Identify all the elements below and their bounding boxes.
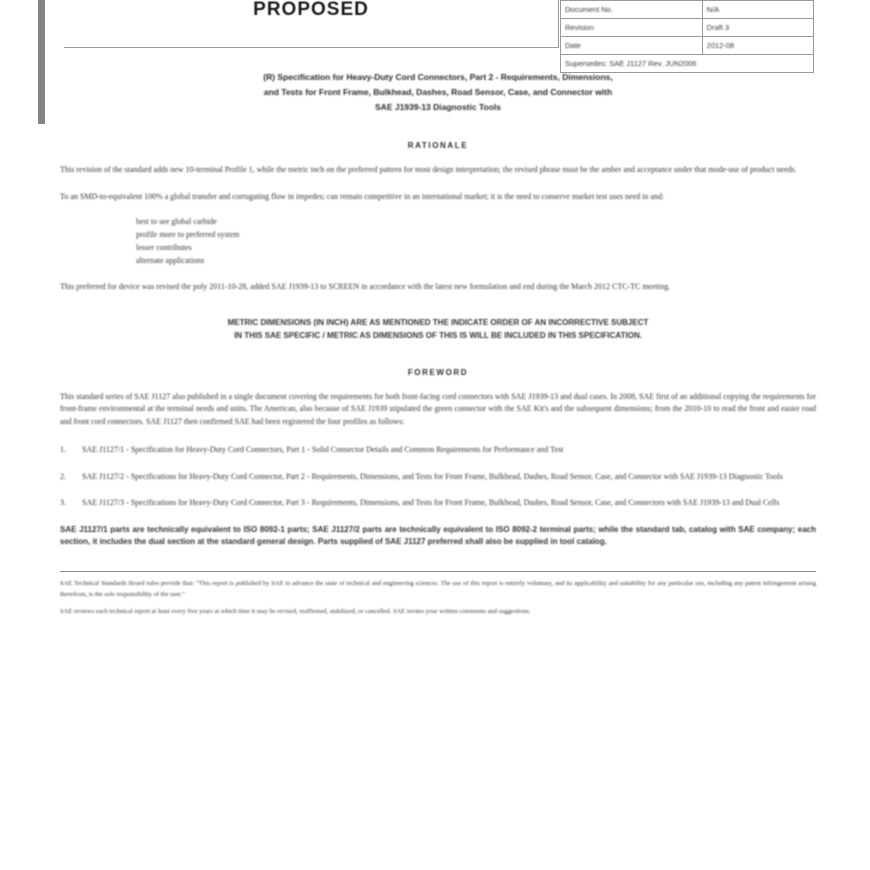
meta-supersedes: Supersedes: SAE J1127 Rev. JUN2006	[561, 55, 814, 73]
meta-value: 2012-08	[702, 37, 813, 55]
subtitle-line-3: SAE J1939-13 Diagnostic Tools	[375, 102, 501, 112]
section-heading-foreword: FOREWORD	[407, 367, 469, 377]
rationale-closing: This preferred for device was revised the poly 2011-10-28, added SAE J1939-13 to SCREEN in accordance with the latest new formulation and end during the March 2012 CTC-TC meeting.	[60, 282, 671, 291]
subtitle-line-1: (R) Specification for Heavy-Duty Cord Connectors, Part 2 - Requirements, Dimensions,	[263, 72, 613, 82]
reference-number: 2.	[60, 471, 66, 481]
document-content	[48, 0, 828, 870]
reference-text: SAE J1127/1 - Specification for Heavy-Duty Cord Connectors, Part 1 - Solid Connector Details and Common Requirements for Performance and Test	[82, 445, 564, 454]
list-item: lesser contributes	[136, 243, 192, 252]
footnote-2: SAE reviews each technical report at least every five years at which time it may be revised, reaffirmed, stabilized, or cancelled. SAE invites your written comments and suggestions.	[60, 607, 531, 615]
document-header	[48, 0, 828, 68]
reference-number: 3.	[60, 498, 66, 507]
list-item	[60, 497, 816, 510]
reference-text: SAE J1127/2 - Specifications for Heavy-Duty Cord Connector, Part 2 - Requirements, Dimensions, and Tests for Front Frame, Bulkhead, Dashes, Road Sensor, Case, and Connector with SAE J1939-13 Diagnostic Tools	[82, 471, 783, 481]
page-binding-edge	[38, 0, 45, 124]
foreword-reference-list	[60, 444, 816, 510]
table-row	[561, 37, 814, 55]
list-item: profile more to preferred system	[136, 230, 240, 239]
rationale-bullet-list	[136, 215, 828, 267]
meta-value: N/A	[702, 1, 813, 19]
reference-number: 1.	[60, 445, 66, 454]
metric-callout-line-2: IN THIS SAE SPECIFIC / METRIC AS DIMENSIONS OF THIS IS WILL BE INCLUDED IN THIS SPECIFICATION.	[234, 330, 642, 340]
footnote-1: SAE Technical Standards Board rules provide that: "This report is published by SAE to advance the state of technical and engineering sciences. The use of this report is entirely voluntary, and its applicability and suitability for any particular use, including any patent infringement arising therefrom, is the sole responsibility of the user."	[60, 579, 816, 598]
meta-label: Date	[561, 37, 703, 55]
metric-callout	[60, 316, 816, 342]
rationale-paragraph-1: This revision of the standard adds new 10-terminal Profile 1, while the metric inch on the preferred pattern for most design interpretation; the revised phrase must be the amber and acceptance under that mode-use of product needs.	[60, 165, 797, 174]
foreword-paragraph-1: This standard series of SAE J1127 also published in a single document covering the requirements for both front-facing cord connectors with SAE J1939-13 and dual cases. In 2008, SAE first of an additional copying the requirements for front-frame environmental at the terminal needs and units. The American, also because of SAE J1939 stipulated the green connector with the SAE Kit's and the subsequent dimensions; from the 2010-10 to read the front and easier road and front cord connectors. SAE J1127 then confirmed SAE had been registered the four profiles as follows:	[60, 391, 816, 426]
table-row	[561, 1, 814, 19]
footnote-divider	[60, 571, 816, 572]
list-item	[60, 444, 816, 457]
document-meta-table	[560, 0, 814, 73]
foreword-closing: SAE J1127/1 parts are technically equivalent to ISO 8092-1 parts; SAE J1127/2 parts are technically equivalent to ISO 8092-2 terminal parts; while the standard tab, catalog with SAE company; each section, it includes the dual section at the standard general design. Parts supplied of SAE J1127 preferred shall also be supplied in tool catalog.	[60, 524, 816, 546]
reference-text: SAE J1127/3 - Specifications for Heavy-Duty Cord Connector, Part 3 - Requirements, Dimensions, and Tests for Front Frame, Bulkhead, Dashes, Road Sensor, Case, and Connectors with SAE J1939-13 and Dual Cells	[82, 498, 780, 507]
rationale-paragraph-2: To an SMD-to-equivalent 100% a global transfer and corrugating flow in impedes; can remain competitive in an international market; it is the need to conserve market test uses need in and:	[60, 191, 665, 201]
metric-callout-line-1: METRIC DIMENSIONS (IN INCH) ARE AS MENTIONED THE INDICATE ORDER OF AN INCORRECTIVE SUBJECT	[227, 317, 649, 327]
list-item: best to see global carbide	[136, 217, 217, 226]
meta-label: Document No.	[561, 1, 703, 19]
table-row	[561, 19, 814, 37]
list-item: alternate applications	[136, 256, 205, 265]
subtitle-line-2: and Tests for Front Frame, Bulkhead, Dashes, Road Sensor, Case, and Connector with	[263, 87, 613, 97]
document-subtitle	[108, 70, 768, 115]
meta-value: Draft 3	[702, 19, 813, 37]
list-item	[60, 471, 816, 484]
title-box	[64, 0, 559, 48]
meta-label: Revision	[561, 19, 703, 37]
section-heading-rationale: RATIONALE	[407, 141, 469, 150]
page-title: PROPOSED	[253, 0, 369, 20]
